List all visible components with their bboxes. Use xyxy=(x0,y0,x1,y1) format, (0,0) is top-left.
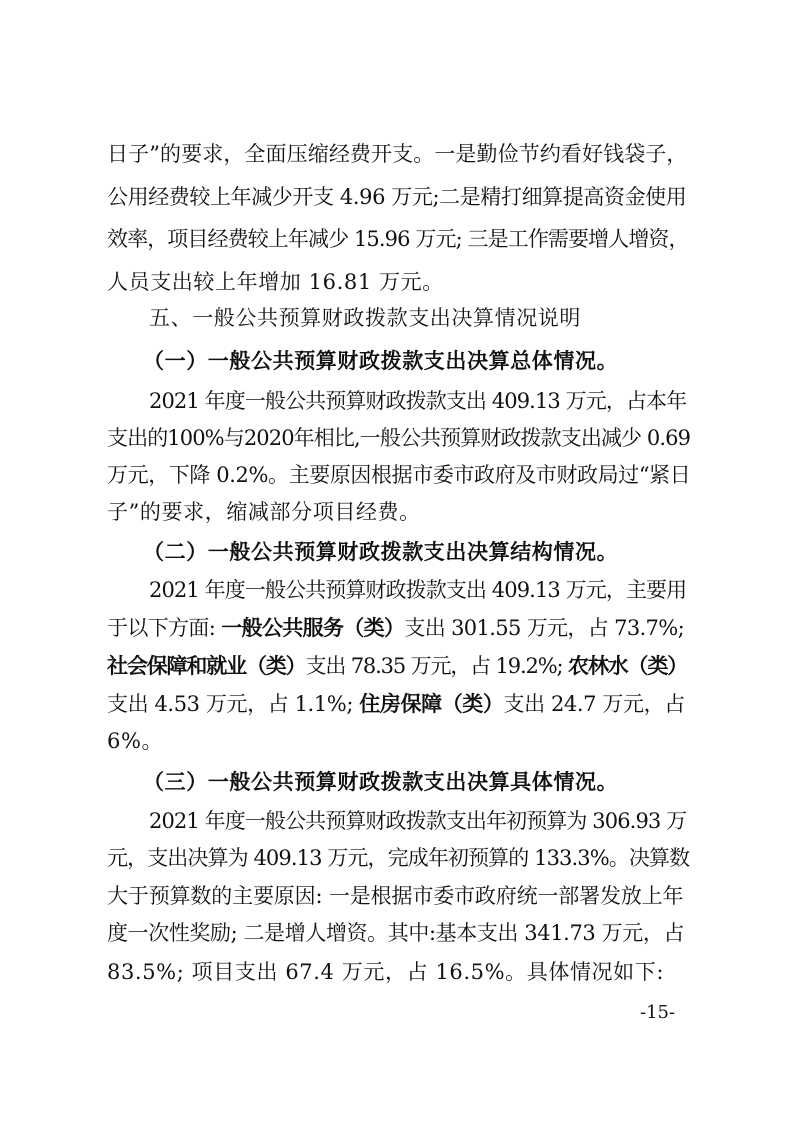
body-text-line xyxy=(107,692,685,716)
category-label: 农林水（类） xyxy=(567,654,688,678)
body-text-line: 子”的要求，缩减部分项目经费。 xyxy=(107,500,421,524)
body-text-line: 元，支出决算为 409.13 万元，完成年初预算的 133.3%。决算数 xyxy=(107,846,690,870)
body-text-line: 万元，下降 0.2%。主要原因根据市委市政府及市财政局过“紧日 xyxy=(107,463,691,487)
body-text-line: 6%。 xyxy=(107,729,164,753)
body-text-line xyxy=(107,654,687,678)
body-text-line: 公用经费较上年减少开支 4.96 万元;二是精打细算提高资金使用 xyxy=(107,185,687,209)
text-run: 于以下方面: xyxy=(107,616,222,640)
body-text-line: 日子”的要求，全面压缩经费开支。一是勤俭节约看好钱袋子， xyxy=(107,142,688,166)
body-text-line: 大于预算数的主要原因: 一是根据市委市政府统一部署发放上年 xyxy=(107,884,684,908)
body-text-line: 度一次性奖励; 二是增人增资。其中:基本支出 341.73 万元，占 xyxy=(107,921,685,945)
category-label: 住房保障（类） xyxy=(359,692,504,716)
text-run: 支出 301.55 万元，占 73.7%; xyxy=(404,616,685,640)
body-text-line: 2021 年度一般公共预算财政拨款支出年初预算为 306.93 万 xyxy=(149,809,687,833)
body-text-line: 人员支出较上年增加 16.81 万元。 xyxy=(107,270,444,294)
subsection-heading: （三）一般公共预算财政拨款支出决算具体情况。 xyxy=(143,770,619,794)
body-text-line: 83.5%; 项目支出 67.4 万元，占 16.5%。具体情况如下: xyxy=(107,960,665,984)
body-text-line xyxy=(107,616,684,640)
category-label: 一般公共服务（类） xyxy=(221,616,405,640)
page-number: -15- xyxy=(640,1002,676,1023)
text-run: 支出 24.7 万元，占 xyxy=(503,692,685,716)
text-run: 支出 78.35 万元，占 19.2%; xyxy=(305,654,568,678)
body-text-line: 效率，项目经费较上年减少 15.96 万元; 三是工作需要增人增资， xyxy=(107,227,689,251)
subsection-heading: （一）一般公共预算财政拨款支出决算总体情况。 xyxy=(143,349,619,373)
section-heading: 五、一般公共预算财政拨款支出决算情况说明 xyxy=(149,306,581,330)
text-run: 支出 4.53 万元，占 1.1%; xyxy=(107,692,360,716)
category-label: 社会保障和就业（类） xyxy=(107,654,306,678)
subsection-heading: （二）一般公共预算财政拨款支出决算结构情况。 xyxy=(143,540,619,564)
body-text-line: 支出的100%与2020年相比,一般公共预算财政拨款支出减少 0.69 xyxy=(107,426,691,450)
body-text-line: 2021 年度一般公共预算财政拨款支出 409.13 万元，占本年 xyxy=(149,389,687,413)
body-text-line: 2021 年度一般公共预算财政拨款支出 409.13 万元，主要用 xyxy=(149,578,687,602)
